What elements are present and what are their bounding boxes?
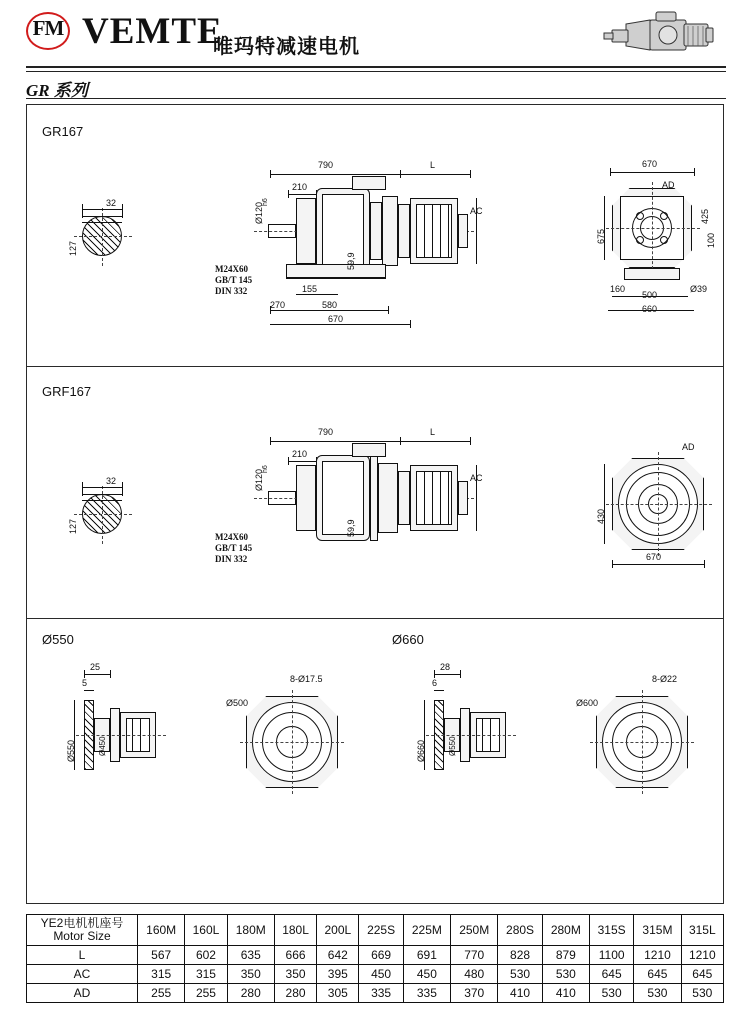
brand-name: VEMTE: [82, 11, 223, 52]
flange-660-front-view: [578, 666, 718, 796]
grf167-side-view: [240, 425, 490, 595]
table-col-header: 315M: [634, 915, 681, 946]
table-cell: 666: [274, 946, 316, 965]
gr167-dim-155: 155: [302, 284, 318, 294]
grf167-thread-note: M24X60 GB/T 145 DIN 332: [215, 532, 253, 564]
table-col-header: 200L: [317, 915, 359, 946]
table-cell: 1210: [634, 946, 681, 965]
gr167-dim-660: 660: [642, 304, 658, 314]
flange-550-section: [52, 660, 192, 790]
gear-motor-illustration-icon: [596, 6, 716, 68]
gr167-side-view: [240, 158, 490, 328]
flange-550-dim-25: 25: [90, 662, 101, 672]
table-cell: 315: [185, 965, 227, 984]
table-col-header: 280S: [498, 915, 542, 946]
table-cell: 255: [185, 984, 227, 1003]
flange-label-550: Ø550: [42, 632, 74, 647]
gr167-dim-670-bottom: 670: [328, 314, 344, 324]
table-col-header: 180M: [227, 915, 274, 946]
gr167-dim-599: 59,9: [346, 252, 356, 270]
table-col-header: 225M: [403, 915, 450, 946]
grf167-dim-32: 32: [106, 476, 117, 486]
header-rule-bottom: [26, 98, 726, 99]
table-cell: 370: [451, 984, 498, 1003]
table-col-header: 315L: [681, 915, 723, 946]
gr167-dim-hole: Ø39: [690, 284, 708, 294]
gr167-dim-500: 500: [642, 290, 658, 300]
header-rule-top2: [26, 71, 726, 72]
grf167-dim-790: 790: [318, 427, 334, 437]
gr167-key-section: [60, 200, 170, 270]
section-label-grf167: GRF167: [42, 384, 92, 399]
grf167-dim-AC: AC: [470, 473, 483, 483]
section-divider-2: [26, 618, 724, 619]
flange-550-dim-5: 5: [82, 678, 88, 688]
table-row-label: AC: [27, 965, 138, 984]
table-cell: 530: [681, 984, 723, 1003]
gr167-dim-675: 675: [596, 228, 606, 244]
grf167-key-section: [60, 478, 170, 548]
table-cell: 530: [590, 984, 634, 1003]
grf167-dim-670: 670: [646, 552, 662, 562]
flange-660-dim-outer: Ø660: [416, 739, 426, 762]
gr167-dim-shaft-dia: Ø120: [254, 201, 264, 224]
table-row: [27, 946, 724, 965]
table-cell: 645: [681, 965, 723, 984]
table-cell: 350: [274, 965, 316, 984]
table-cell: 567: [138, 946, 185, 965]
table-header-row: [27, 915, 724, 946]
table-cell: 530: [634, 984, 681, 1003]
grf167-end-view: [598, 438, 723, 588]
flange-label-660: Ø660: [392, 632, 424, 647]
table-cell: 315: [138, 965, 185, 984]
table-cell: 691: [403, 946, 450, 965]
table-col-header: 250M: [451, 915, 498, 946]
table-row-label: AD: [27, 984, 138, 1003]
table-cell: 642: [317, 946, 359, 965]
table-cell: 305: [317, 984, 359, 1003]
gr167-dim-270: 270: [270, 300, 286, 310]
table-cell: 530: [498, 965, 542, 984]
table-cell: 1100: [590, 946, 634, 965]
table-cell: 410: [542, 984, 589, 1003]
flange-550-dim-bolt-circle: Ø500: [226, 698, 249, 708]
table-cell: 645: [634, 965, 681, 984]
table-cell: 395: [317, 965, 359, 984]
table-col-header: 280M: [542, 915, 589, 946]
table-cell: 879: [542, 946, 589, 965]
flange-660-dim-6: 6: [432, 678, 438, 688]
table-cell: 480: [451, 965, 498, 984]
gr167-end-view: [598, 160, 723, 320]
table-cell: 450: [403, 965, 450, 984]
flange-660-section: [402, 660, 542, 790]
gr167-dim-580: 580: [322, 300, 338, 310]
gr167-dim-AC: AC: [470, 206, 483, 216]
gr167-dim-210: 210: [292, 182, 308, 192]
table-cell: 280: [274, 984, 316, 1003]
gr167-dim-670-top: 670: [642, 159, 658, 169]
company-logo-icon: [26, 12, 72, 52]
grf167-dim-shaft-tol: h6: [262, 465, 269, 473]
motor-size-table: [26, 914, 724, 1003]
table-cell: 1210: [681, 946, 723, 965]
gr167-dim-AD: AD: [662, 180, 675, 190]
table-col-header: 180L: [274, 915, 316, 946]
table-cell: 669: [359, 946, 403, 965]
table-row: [27, 984, 724, 1003]
gr167-dim-32: 32: [106, 198, 117, 208]
flange-660-dim-bolt-circle: Ø600: [576, 698, 599, 708]
table-row-label: L: [27, 946, 138, 965]
table-cell: 645: [590, 965, 634, 984]
grf167-dim-430: 430: [596, 508, 606, 524]
page-header: [0, 0, 750, 100]
flange-660-dim-holes: 8-Ø22: [652, 674, 678, 684]
gr167-thread-note: M24X60 GB/T 145 DIN 332: [215, 264, 253, 296]
table-corner-cell: YE2电机机座号 Motor Size: [27, 915, 138, 946]
grf167-dim-AD: AD: [682, 442, 695, 452]
table-col-header: 315S: [590, 915, 634, 946]
table-cell: 255: [138, 984, 185, 1003]
series-title: GR 系列: [26, 81, 88, 100]
gr167-dim-790: 790: [318, 160, 334, 170]
table-cell: 335: [403, 984, 450, 1003]
grf167-dim-599: 59,9: [346, 519, 356, 537]
gr167-dim-shaft-tol: h6: [262, 198, 269, 206]
table-cell: 280: [227, 984, 274, 1003]
grf167-dim-127: 127: [68, 518, 78, 534]
table-row: [27, 965, 724, 984]
grf167-dim-210: 210: [292, 449, 308, 459]
table-col-header: 160M: [138, 915, 185, 946]
table-cell: 602: [185, 946, 227, 965]
gr167-dim-100: 100: [706, 232, 716, 248]
brand-name-cn: 唯玛特减速电机: [213, 36, 360, 58]
table-cell: 350: [227, 965, 274, 984]
table-cell: 410: [498, 984, 542, 1003]
section-label-gr167: GR167: [42, 124, 84, 139]
flange-660-dim-inner: Ø550: [448, 736, 457, 756]
grf167-dim-L: L: [430, 427, 436, 437]
table-cell: 335: [359, 984, 403, 1003]
flange-550-front-view: [228, 666, 368, 796]
table-cell: 770: [451, 946, 498, 965]
table-cell: 828: [498, 946, 542, 965]
grf167-dim-shaft-dia: Ø120: [254, 468, 264, 491]
flange-550-dim-inner: Ø450: [98, 736, 107, 756]
header-rule-top: [26, 66, 726, 68]
flange-660-dim-28: 28: [440, 662, 451, 672]
table-cell: 635: [227, 946, 274, 965]
gr167-dim-425: 425: [700, 208, 710, 224]
gr167-dim-127: 127: [68, 240, 78, 256]
flange-550-dim-holes: 8-Ø17.5: [290, 674, 323, 684]
table-cell: 530: [542, 965, 589, 984]
gr167-dim-160: 160: [610, 284, 626, 294]
logo-glyph: FM: [32, 16, 64, 40]
gr167-dim-L: L: [430, 160, 436, 170]
table-col-header: 160L: [185, 915, 227, 946]
table-col-header: 225S: [359, 915, 403, 946]
section-divider-1: [26, 366, 724, 367]
table-cell: 450: [359, 965, 403, 984]
flange-550-dim-outer: Ø550: [66, 739, 76, 762]
